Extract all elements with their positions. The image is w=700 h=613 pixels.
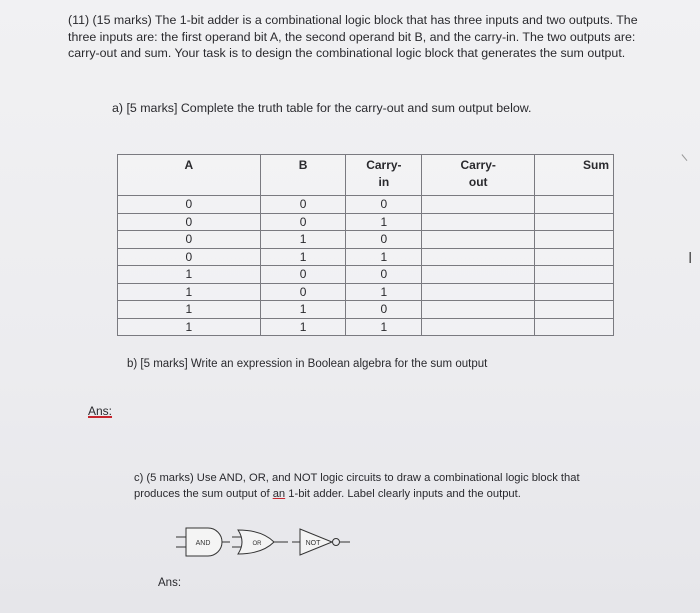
answer-label-drawing: Ans: — [158, 577, 182, 589]
truth-table-output-cell[interactable] — [535, 266, 614, 284]
truth-table-header-cell: Carry- out — [422, 155, 535, 196]
truth-table-input-cell: 0 — [260, 196, 346, 214]
part-c-text-after: 1-bit adder. Label clearly inputs and the output. — [285, 487, 521, 500]
truth-table-output-cell[interactable] — [422, 213, 535, 231]
truth-table-input-cell: 0 — [118, 213, 261, 231]
truth-table-header-cell: Carry- in — [346, 155, 422, 196]
logic-gate-symbols — [176, 524, 366, 560]
truth-table-header-cell: Sum — [535, 155, 614, 196]
not-gate-label: NOT — [305, 540, 321, 547]
or-gate-icon — [232, 530, 288, 554]
truth-table-input-cell: 1 — [346, 248, 422, 266]
truth-table-output-cell[interactable] — [422, 248, 535, 266]
truth-table-output-cell[interactable] — [535, 231, 614, 249]
truth-table-input-cell: 0 — [118, 196, 261, 214]
truth-table-input-cell: 0 — [346, 231, 422, 249]
truth-table-input-cell: 0 — [346, 196, 422, 214]
truth-table-input-cell: 0 — [118, 231, 261, 249]
truth-table-input-cell: 0 — [260, 266, 346, 284]
truth-table-output-cell[interactable] — [422, 283, 535, 301]
truth-table-output-cell[interactable] — [422, 196, 535, 214]
truth-table-input-cell: 0 — [260, 283, 346, 301]
truth-table-output-cell[interactable] — [535, 196, 614, 214]
truth-table-input-cell: 0 — [118, 248, 261, 266]
text-cursor-icon: I — [688, 250, 693, 267]
truth-table-output-cell[interactable] — [535, 301, 614, 319]
and-gate-label: AND — [195, 540, 211, 547]
truth-table-output-cell[interactable] — [535, 248, 614, 266]
truth-table-input-cell: 1 — [260, 231, 346, 249]
part-b-instruction: b) [5 marks] Write an expression in Boolean algebra for the sum output — [127, 358, 488, 370]
truth-table-output-cell[interactable] — [535, 213, 614, 231]
truth-table-output-cell[interactable] — [422, 231, 535, 249]
truth-table-header-cell: B — [260, 155, 346, 196]
truth-table-output-cell[interactable] — [422, 266, 535, 284]
truth-table-input-cell: 1 — [260, 248, 346, 266]
truth-table-row — [118, 231, 614, 249]
truth-table-input-cell: 1 — [118, 318, 261, 336]
question-text: (11) (15 marks) The 1-bit adder is a combinational logic block that has three inputs and two outputs. The three inputs are: the first operand bit A, the second operand bit B, and the carry-in. The two outputs are: carry-out and sum. Your task is to design the combinational logic block that generates the sum output. — [68, 13, 638, 60]
answer-label: Ans: — [88, 404, 113, 418]
part-c-instruction — [134, 471, 604, 502]
truth-table-input-cell: 1 — [346, 318, 422, 336]
truth-table-input-cell: 1 — [118, 266, 261, 284]
or-gate-label: OR — [252, 541, 262, 547]
truth-table-row — [118, 196, 614, 214]
part-c-underlined-word: an — [272, 487, 286, 500]
and-gate-icon — [176, 528, 230, 556]
truth-table-output-cell[interactable] — [535, 318, 614, 336]
truth-table-row — [118, 318, 614, 336]
truth-table-output-cell[interactable] — [535, 283, 614, 301]
truth-table-input-cell: 1 — [346, 283, 422, 301]
truth-table-input-cell: 0 — [346, 301, 422, 319]
truth-table-input-cell: 0 — [346, 266, 422, 284]
truth-table-row — [118, 301, 614, 319]
truth-table-output-cell[interactable] — [422, 318, 535, 336]
truth-table-output-cell[interactable] — [422, 301, 535, 319]
truth-table-header-cell: A — [118, 155, 261, 196]
truth-table-input-cell: 0 — [260, 213, 346, 231]
truth-table-input-cell: 1 — [346, 213, 422, 231]
truth-table-header-row — [118, 155, 614, 196]
truth-table-input-cell: 1 — [260, 318, 346, 336]
truth-table-row — [118, 283, 614, 301]
truth-table-input-cell: 1 — [118, 283, 261, 301]
truth-table-input-cell: 1 — [260, 301, 346, 319]
truth-table-row — [118, 248, 614, 266]
part-a-instruction: a) [5 marks] Complete the truth table for the carry-out and sum output below. — [112, 101, 532, 115]
truth-table — [117, 154, 614, 336]
truth-table-body — [118, 196, 614, 336]
not-gate-icon — [292, 529, 350, 555]
pen-mark-icon — [681, 149, 693, 161]
truth-table-row — [118, 213, 614, 231]
truth-table-row — [118, 266, 614, 284]
part-c-text-before: c) (5 marks) Use AND, OR, and NOT logic circuits to draw a combinational logic block that produces the sum output of — [134, 472, 580, 500]
truth-table-input-cell: 1 — [118, 301, 261, 319]
